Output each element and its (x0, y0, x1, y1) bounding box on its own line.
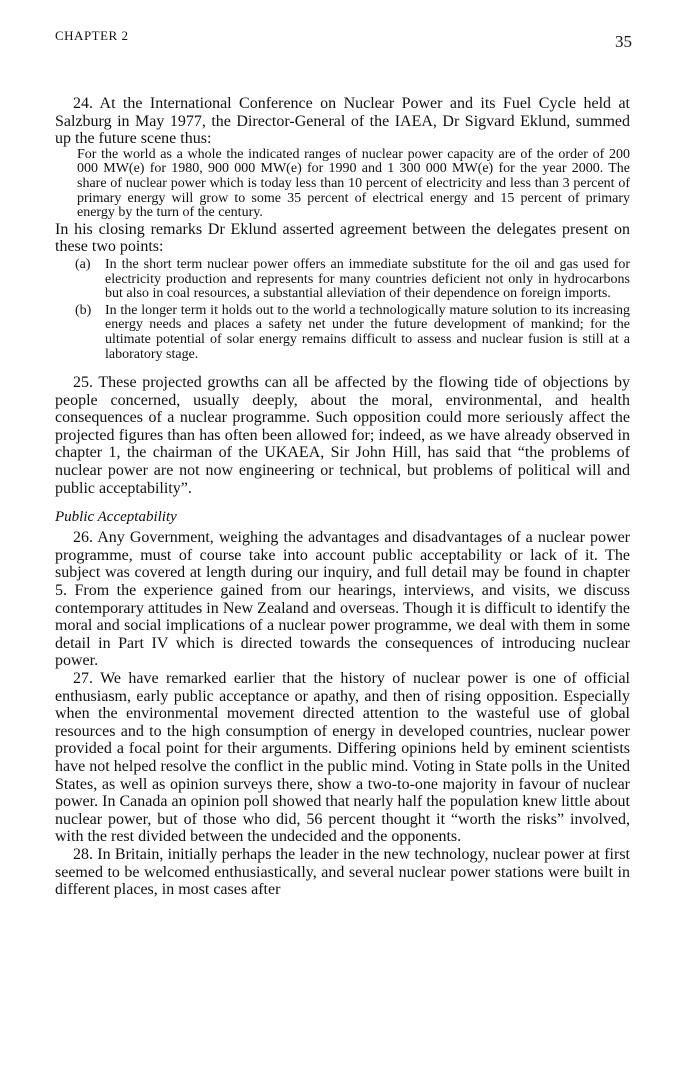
paragraph-26: 26. Any Government, weighing the advantages and disadvantages of a nuclear power programme, must of course take into account public acceptability or lack of it. The subject was covered at length during our inquiry, and full detail may be found in chapter 5. From the experience gained from our hearings, interviews, and visits, we discuss contemporary attitudes in New Zealand and overseas. Though it is difficult to identify the moral and social implications of a nuclear power programme, we deal with them in some detail in Part IV which is directed towards the consequences of introducing nuclear power. (55, 529, 630, 670)
paragraph-25: 25. These projected growths can all be affected by the flowing tide of objections by people concerned, usually deeply, about the moral, environmental, and health consequences of a nuclear programme. Such opposition could more seriously affect the projected figures than has often been allowed for; indeed, as we have already observed in chapter 1, the chairman of the UKAEA, Sir John Hill, has said that “the problems of nuclear power are not now engineering or technical, but problems of political will and public acceptability”. (55, 374, 630, 497)
paragraph-28: 28. In Britain, initially perhaps the leader in the new technology, nuclear power at first seemed to be welcomed enthusiastically, and several nuclear power stations were built in different places, in most cases after (55, 845, 630, 899)
paragraph-24-closing: In his closing remarks Dr Eklund asserted agreement between the delegates present on these two points: (55, 220, 630, 256)
list-item (75, 304, 630, 362)
list-item-label: (b) (75, 302, 92, 318)
paragraph-24-intro: 24. At the International Conference on Nuclear Power and its Fuel Cycle held at Salzburg in May 1977, the Director-General of the IAEA, Dr Sigvard Eklund, summed up the future scene thus: (55, 95, 630, 148)
page-header (55, 28, 632, 52)
list-item-label: (a) (75, 256, 91, 272)
section-heading: Public Acceptability (55, 509, 177, 526)
page-body (55, 95, 630, 899)
page-number: 35 (615, 32, 632, 51)
list-item-text: In the short term nuclear power offers an immediate substitute for the oil and gas used for electricity production and represents for many countries deficient not only in hydrocarbons but also in coal resources, a substantial alleviation of their dependence on foreign imports. (105, 256, 630, 302)
eklund-quote: For the world as a whole the indicated ranges of nuclear power capacity are of the order of 200 000 MW(e) for 1980, 900 000 MW(e) for 1990 and 1 300 000 MW(e) for the year 2000. The share of nuclear power which is today less than 10 percent of electricity and less than 3 percent of primary energy will grow to some 35 percent of electrical energy and 15 percent of primary energy by the turn of the century. (77, 146, 630, 221)
chapter-label: CHAPTER 2 (55, 28, 129, 43)
list-item-text: In the longer term it holds out to the world a technologically mature solution to its increasing energy needs and places a safety net under the future development of mankind; for the ultimate potential of solar energy remains difficult to assess and nuclear fusion is still at a laboratory stage. (105, 302, 630, 362)
paragraph-27: 27. We have remarked earlier that the history of nuclear power is one of official enthusiasm, early public acceptance or apathy, and then of rising opposition. Especially when the environmental movement directed attention to the wasteful use of global resources and to the high consumption of energy in developed countries, nuclear power provided a focal point for their arguments. Differing opinions held by eminent scientists have not helped resolve the conflict in the public mind. Voting in State polls in the United States, as well as opinion surveys there, show a two-to-one majority in favour of nuclear power. In Canada an opinion poll showed that nearly half the population knew little about nuclear power, but of those who did, 56 percent thought it “worth the risks” involved, with the rest divided between the undecided and the opponents. (55, 670, 630, 846)
points-list (55, 258, 630, 362)
list-item (75, 258, 630, 302)
